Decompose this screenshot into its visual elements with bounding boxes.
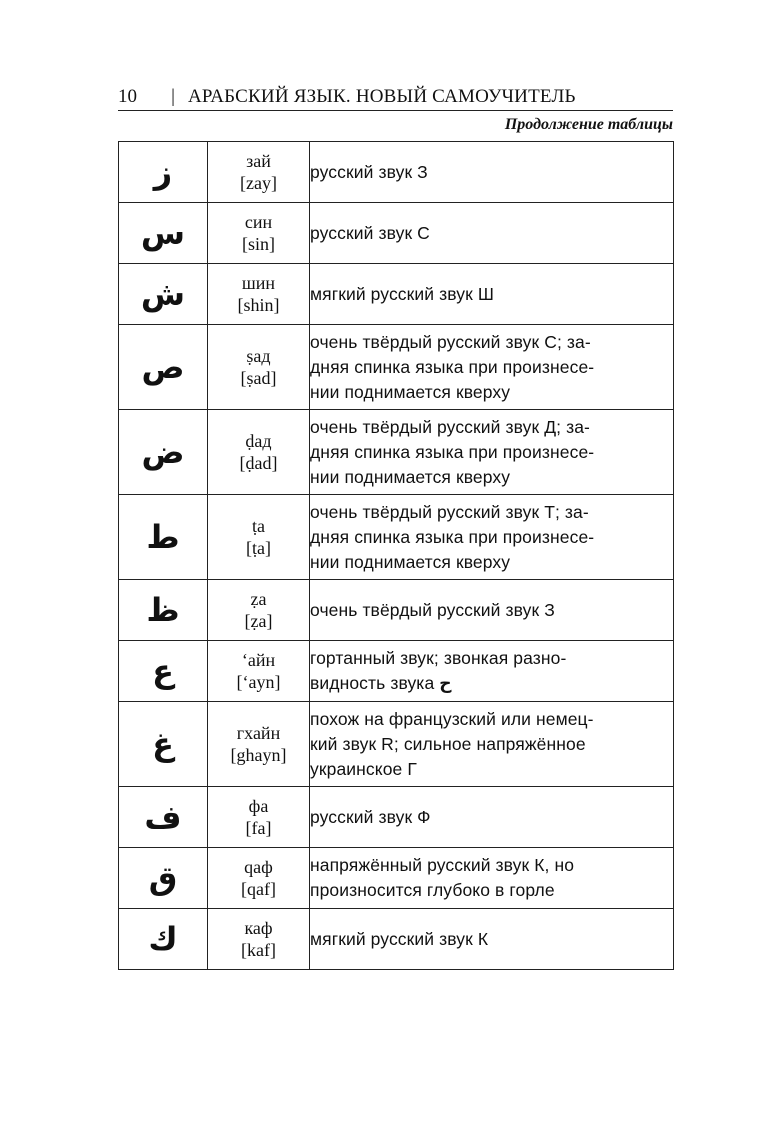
description-line xyxy=(310,380,673,405)
letter-transliteration: [‘ayn] xyxy=(236,672,281,692)
description-line xyxy=(310,757,673,782)
description-text: мягкий русский звук Ш xyxy=(310,283,494,304)
description-line xyxy=(310,853,673,878)
description-line xyxy=(310,355,673,380)
description-text: русский звук З xyxy=(310,161,428,182)
description-text: очень твёрдый русский звук З xyxy=(310,599,555,620)
description-line xyxy=(310,282,673,307)
description-line xyxy=(310,805,673,830)
letter-transliteration: [shin] xyxy=(237,295,280,315)
letter-transliteration: [ṣad] xyxy=(240,368,277,388)
description-line xyxy=(310,598,673,623)
pronunciation-description xyxy=(310,787,674,848)
description-line xyxy=(310,440,673,465)
description-line xyxy=(310,732,673,757)
letter-transliteration: [fa] xyxy=(245,818,272,838)
pronunciation-description xyxy=(310,702,674,787)
description-text: очень твёрдый русский звук Д; за- xyxy=(310,416,590,437)
book-title: АРАБСКИЙ ЯЗЫК. НОВЫЙ САМОУЧИТЕЛЬ xyxy=(188,86,576,107)
description-text: кий звук R; сильное напряжённое xyxy=(310,733,586,754)
letter-name: qаф xyxy=(244,857,273,877)
description-text: мягкий русский звук К xyxy=(310,928,489,949)
description-text: очень твёрдый русский звук Т; за- xyxy=(310,501,589,522)
letter-name-cell xyxy=(208,909,310,970)
table-row xyxy=(119,264,674,325)
letter-name: зай xyxy=(246,151,271,171)
description-line xyxy=(310,465,673,490)
letter-name-cell xyxy=(208,641,310,702)
description-text: дняя спинка языка при произнесе- xyxy=(310,441,595,462)
running-head xyxy=(118,84,673,111)
description-text: украинское Г xyxy=(310,758,417,779)
letter-name-cell xyxy=(208,264,310,325)
arabic-letter: غ xyxy=(119,702,208,787)
table-row xyxy=(119,410,674,495)
table-body xyxy=(119,142,674,970)
description-line xyxy=(310,500,673,525)
pronunciation-description xyxy=(310,580,674,641)
table-row xyxy=(119,641,674,702)
letter-name: шин xyxy=(241,273,276,293)
arabic-letter: ز xyxy=(119,142,208,203)
description-text: русский звук Ф xyxy=(310,806,431,827)
letter-transliteration: [ghayn] xyxy=(230,745,287,765)
description-text: очень твёрдый русский звук С; за- xyxy=(310,331,591,352)
description-text: нии поднимается кверху xyxy=(310,551,511,572)
description-text: дняя спинка языка при произнесе- xyxy=(310,356,595,377)
table-row xyxy=(119,142,674,203)
inline-arabic-letter: ح xyxy=(439,673,452,694)
pronunciation-description xyxy=(310,203,674,264)
arabic-letter: س xyxy=(119,203,208,264)
letter-name-cell xyxy=(208,203,310,264)
description-line xyxy=(310,525,673,550)
letter-name: ẓа xyxy=(250,589,267,609)
pronunciation-description xyxy=(310,142,674,203)
pronunciation-description xyxy=(310,641,674,702)
letter-transliteration: [zay] xyxy=(240,173,277,193)
letter-name-cell xyxy=(208,580,310,641)
description-line xyxy=(310,160,673,185)
letter-transliteration: [ẓa] xyxy=(244,611,273,631)
letter-transliteration: [qaf] xyxy=(241,879,276,899)
letter-transliteration: [ṭa] xyxy=(246,538,271,558)
letter-name: ‘айн xyxy=(241,650,276,670)
letter-name: каф xyxy=(244,918,273,938)
letter-name-cell xyxy=(208,410,310,495)
letter-name: ṭа xyxy=(252,516,265,536)
description-text: нии поднимается кверху xyxy=(310,381,511,402)
table-row xyxy=(119,580,674,641)
description-text: похож на французский или немец- xyxy=(310,708,594,729)
description-text: напряжённый русский звук К, но xyxy=(310,855,575,875)
description-line xyxy=(310,415,673,440)
description-line xyxy=(310,330,673,355)
pronunciation-description xyxy=(310,495,674,580)
alphabet-table xyxy=(118,141,674,970)
header-separator: | xyxy=(171,86,175,107)
pronunciation-description xyxy=(310,909,674,970)
description-text: произносится глубоко в горле xyxy=(310,880,555,900)
arabic-letter: ظ xyxy=(119,580,208,641)
description-text: гортанный звук; звонкая разно- xyxy=(310,647,567,668)
table-row xyxy=(119,203,674,264)
description-text: нии поднимается кверху xyxy=(310,466,511,487)
description-text: видность звука xyxy=(310,672,435,693)
description-line xyxy=(310,927,673,952)
arabic-letter: ق xyxy=(119,848,208,909)
description-line xyxy=(310,707,673,732)
letter-transliteration: [kaf] xyxy=(241,940,276,960)
letter-transliteration: [sin] xyxy=(242,234,275,254)
letter-name-cell xyxy=(208,702,310,787)
letter-name-cell xyxy=(208,495,310,580)
description-text: русский звук С xyxy=(310,222,430,243)
arabic-letter: ش xyxy=(119,264,208,325)
letter-name-cell xyxy=(208,142,310,203)
description-line xyxy=(310,878,673,903)
arabic-letter: ط xyxy=(119,495,208,580)
letter-name: гхайн xyxy=(236,723,281,743)
table-row xyxy=(119,909,674,970)
table-row xyxy=(119,495,674,580)
table-row xyxy=(119,325,674,410)
letter-name: ḍад xyxy=(245,431,272,451)
arabic-letter: ف xyxy=(119,787,208,848)
table-row xyxy=(119,848,674,909)
arabic-letter: ض xyxy=(119,410,208,495)
arabic-letter: ك xyxy=(119,909,208,970)
pronunciation-description xyxy=(310,325,674,410)
pronunciation-description xyxy=(310,264,674,325)
letter-name: син xyxy=(244,212,273,232)
arabic-letter: ع xyxy=(119,641,208,702)
continuation-note: Продолжение таблицы xyxy=(504,116,673,133)
table-row xyxy=(119,787,674,848)
letter-name-cell xyxy=(208,325,310,410)
table-row xyxy=(119,702,674,787)
arabic-letter: ص xyxy=(119,325,208,410)
description-text: дняя спинка языка при произнесе- xyxy=(310,526,595,547)
letter-transliteration: [ḍad] xyxy=(239,453,278,473)
description-line xyxy=(310,550,673,575)
letter-name-cell xyxy=(208,787,310,848)
page-number: 10 xyxy=(118,86,137,107)
letter-name: фа xyxy=(248,796,269,816)
description-line xyxy=(310,671,673,697)
description-line xyxy=(310,646,673,671)
description-line xyxy=(310,221,673,246)
letter-name: ṣад xyxy=(246,346,271,366)
letter-name-cell xyxy=(208,848,310,909)
pronunciation-description xyxy=(310,410,674,495)
pronunciation-description xyxy=(310,848,674,909)
